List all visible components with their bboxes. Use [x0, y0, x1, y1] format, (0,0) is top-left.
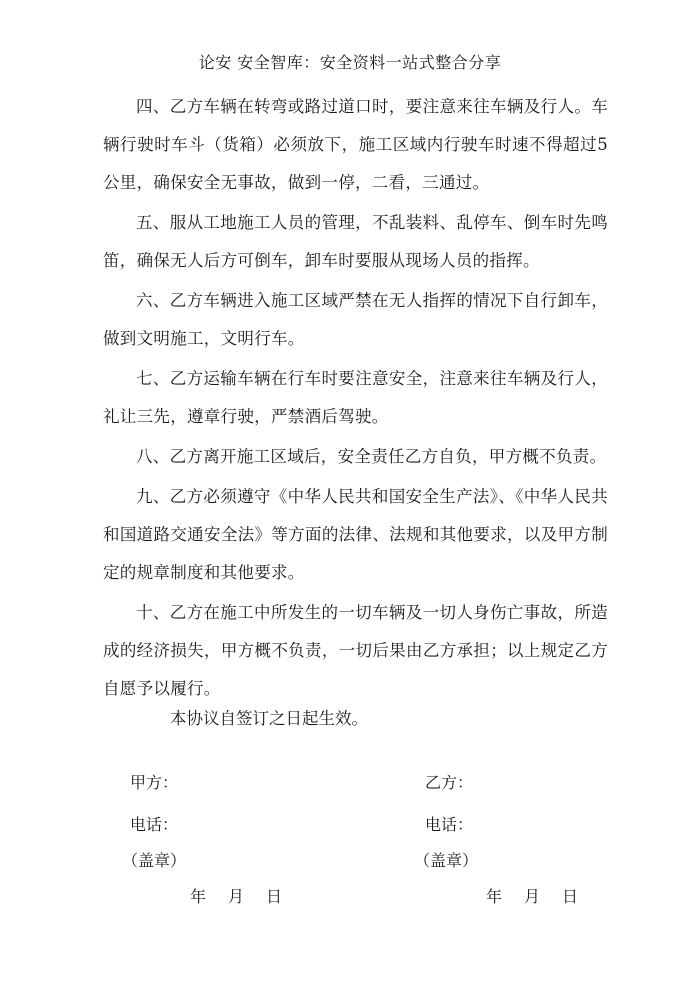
party-b-date-day: 日	[562, 887, 579, 906]
party-a-seal: （盖章）	[122, 851, 187, 870]
page-header: 论安 安全智库：安全资料一站式整合分享	[198, 53, 502, 72]
party-b-date-month: 月	[524, 887, 541, 906]
clause-10: 十、乙方在施工中所发生的一切车辆及一切人身伤亡事故，所造成的经济损失，甲方概不负责，一切后果由乙方承担；以上规定乙方自愿予以履行。	[103, 603, 608, 698]
agreement-clauses	[103, 88, 608, 710]
party-a-label: 甲方：	[130, 773, 179, 792]
party-a-date	[190, 884, 282, 907]
party-a-date-year: 年	[190, 887, 207, 906]
clause-6: 六、乙方车辆进入施工区域严禁在无人指挥的情况下自行卸车，做到文明施工，文明行车。	[103, 291, 608, 348]
party-b-date-year: 年	[486, 887, 503, 906]
clause-4: 四、乙方车辆在转弯或路过道口时，要注意来往车辆及行人。车辆行驶时车斗（货箱）必须放下，施工区域内行驶车时速不得超过5公里，确保安全无事故，做到一停，二看，三通过。	[103, 97, 608, 192]
party-b-phone-label: 电话：	[425, 815, 474, 834]
party-b-seal: （盖章）	[414, 851, 479, 870]
party-a-date-month: 月	[228, 887, 245, 906]
clause-7: 七、乙方运输车辆在行车时要注意安全，注意来往车辆及行人，礼让三先，遵章行驶，严禁酒后驾驶。	[103, 369, 608, 426]
party-b-label: 乙方：	[425, 773, 474, 792]
clause-9: 九、乙方必须遵守《中华人民共和国安全生产法》、《中华人民共和国道路交通安全法》等方面的法律、法规和其他要求，以及甲方制定的规章制度和其他要求。	[103, 487, 608, 582]
party-a-phone-label: 电话：	[130, 815, 179, 834]
effective-clause: 本协议自签订之日起生效。	[170, 709, 368, 728]
party-b-date	[486, 884, 578, 907]
clause-8: 八、乙方离开施工区域后，安全责任乙方自负，甲方概不负责。	[136, 447, 607, 466]
clause-5: 五、服从工地施工人员的管理，不乱装料、乱停车、倒车时先鸣笛，确保无人后方可倒车，卸车时要服从现场人员的指挥。	[103, 213, 608, 270]
party-a-date-day: 日	[266, 887, 283, 906]
